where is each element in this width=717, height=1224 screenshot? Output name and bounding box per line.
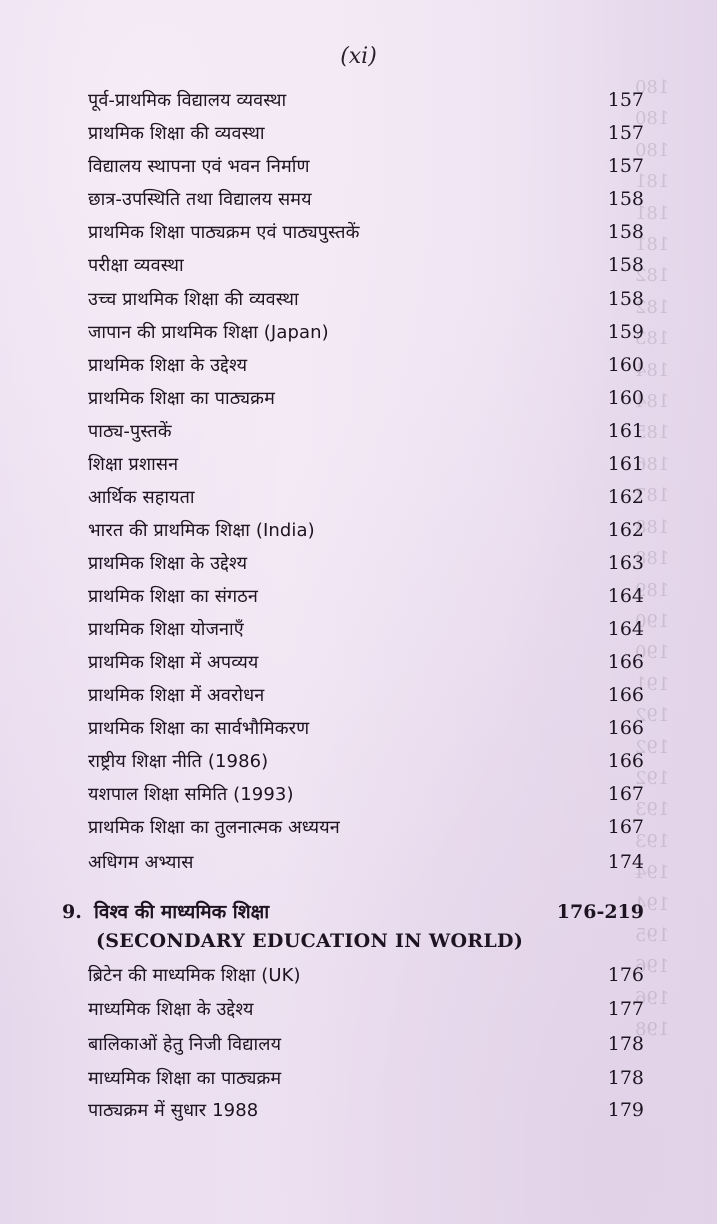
toc-entry[interactable] <box>88 419 644 449</box>
toc-entry[interactable] <box>88 584 644 614</box>
entry-page: 177 <box>607 998 644 1020</box>
entry-title: छात्र-उपस्थिति तथा विद्यालय समय <box>88 189 312 210</box>
entry-page: 158 <box>607 221 644 243</box>
bleed-through-decoration: 180 180 180 181 181 181 182 182 183 184 184 185 186 187 188 188 189 190 190 191 192 192 192 193 193 194 194 195 196 196 198 <box>635 77 670 1041</box>
entry-page: 161 <box>607 453 644 475</box>
entry-page: 167 <box>607 783 644 805</box>
entry-title: प्राथमिक शिक्षा का संगठन <box>88 586 258 607</box>
entry-title: बालिकाओं हेतु निजी विद्यालय <box>88 1034 282 1055</box>
toc-entry[interactable] <box>88 187 644 217</box>
page-number: (xi) <box>340 44 377 69</box>
entry-page: 164 <box>607 585 644 607</box>
entry-page: 167 <box>607 816 644 838</box>
entry-title: प्राथमिक शिक्षा योजनाएँ <box>88 619 244 640</box>
toc-entry[interactable] <box>88 1032 644 1062</box>
toc-entry[interactable] <box>88 617 644 647</box>
entry-page: 158 <box>607 288 644 310</box>
entry-page: 162 <box>607 486 644 508</box>
chapter-subtitle: (SECONDARY EDUCATION IN WORLD) <box>96 930 524 952</box>
entry-title: राष्ट्रीय शिक्षा नीति (1986) <box>88 751 269 772</box>
toc-entry[interactable] <box>88 1066 644 1096</box>
entry-title: प्राथमिक शिक्षा का सार्वभौमिकरण <box>88 718 310 739</box>
entry-title: पाठ्य-पुस्तकें <box>88 421 172 442</box>
toc-entry[interactable] <box>88 963 644 993</box>
entry-page: 178 <box>607 1033 644 1055</box>
chapter-title: विश्व की माध्यमिक शिक्षा <box>94 901 270 923</box>
entry-title: अधिगम अभ्यास <box>88 852 194 873</box>
toc-entry[interactable] <box>88 551 644 581</box>
entry-title: आर्थिक सहायता <box>88 487 195 508</box>
toc-entry[interactable] <box>88 485 644 515</box>
toc-entry[interactable] <box>88 1098 644 1128</box>
toc-entry[interactable] <box>88 850 644 880</box>
entry-page: 160 <box>607 387 644 409</box>
toc-entry[interactable] <box>88 452 644 482</box>
entry-title: प्राथमिक शिक्षा का तुलनात्मक अध्ययन <box>88 817 340 838</box>
entry-title: यशपाल शिक्षा समिति (1993) <box>88 784 294 805</box>
entry-page: 158 <box>607 254 644 276</box>
entry-page: 158 <box>607 188 644 210</box>
toc-entry[interactable] <box>88 287 644 317</box>
entry-page: 160 <box>607 354 644 376</box>
toc-entry[interactable] <box>88 749 644 779</box>
entry-page: 174 <box>607 851 644 873</box>
entry-title: प्राथमिक शिक्षा पाठ्यक्रम एवं पाठ्यपुस्तकें <box>88 222 360 243</box>
entry-page: 178 <box>607 1067 644 1089</box>
chapter-pages: 176-219 <box>556 901 644 923</box>
toc-entry[interactable] <box>88 782 644 812</box>
toc-entry[interactable] <box>88 386 644 416</box>
entry-page: 166 <box>607 684 644 706</box>
entry-page: 157 <box>607 89 644 111</box>
entry-page: 157 <box>607 155 644 177</box>
entry-title: ब्रिटेन की माध्यमिक शिक्षा (UK) <box>88 965 301 986</box>
toc-entry[interactable] <box>88 650 644 680</box>
chapter-heading[interactable] <box>62 898 644 924</box>
entry-title: प्राथमिक शिक्षा में अपव्यय <box>88 652 259 673</box>
entry-title: प्राथमिक शिक्षा का पाठ्यक्रम <box>88 388 275 409</box>
entry-title: माध्यमिक शिक्षा के उद्देश्य <box>88 999 254 1020</box>
entry-title: प्राथमिक शिक्षा के उद्देश्य <box>88 355 248 376</box>
toc-entry[interactable] <box>88 88 644 118</box>
entry-page: 176 <box>607 964 644 986</box>
entry-page: 163 <box>607 552 644 574</box>
entry-title: प्राथमिक शिक्षा में अवरोधन <box>88 685 265 706</box>
entry-page: 159 <box>607 321 644 343</box>
entry-title: प्राथमिक शिक्षा की व्यवस्था <box>88 123 265 144</box>
entry-page: 157 <box>607 122 644 144</box>
toc-entry[interactable] <box>88 518 644 548</box>
chapter-number: 9. <box>62 901 82 923</box>
entry-title: शिक्षा प्रशासन <box>88 454 179 475</box>
entry-title: भारत की प्राथमिक शिक्षा (India) <box>88 520 315 541</box>
toc-entry[interactable] <box>88 320 644 350</box>
entry-title: विद्यालय स्थापना एवं भवन निर्माण <box>88 156 310 177</box>
toc-entry[interactable] <box>88 716 644 746</box>
toc-entry[interactable] <box>88 997 644 1027</box>
entry-page: 161 <box>607 420 644 442</box>
entry-page: 162 <box>607 519 644 541</box>
toc-entry[interactable] <box>88 220 644 250</box>
toc-entry[interactable] <box>88 253 644 283</box>
entry-title: जापान की प्राथमिक शिक्षा (Japan) <box>88 322 329 343</box>
entry-title: प्राथमिक शिक्षा के उद्देश्य <box>88 553 248 574</box>
entry-page: 164 <box>607 618 644 640</box>
entry-page: 179 <box>607 1099 644 1121</box>
entry-title: पूर्व-प्राथमिक विद्यालय व्यवस्था <box>88 90 287 111</box>
toc-entry[interactable] <box>88 154 644 184</box>
entry-page: 166 <box>607 651 644 673</box>
toc-entry[interactable] <box>88 121 644 151</box>
entry-page: 166 <box>607 717 644 739</box>
entry-title: उच्च प्राथमिक शिक्षा की व्यवस्था <box>88 289 299 310</box>
toc-entry[interactable] <box>88 815 644 845</box>
entry-page: 166 <box>607 750 644 772</box>
toc-entry[interactable] <box>88 353 644 383</box>
entry-title: माध्यमिक शिक्षा का पाठ्यक्रम <box>88 1068 282 1089</box>
entry-title: परीक्षा व्यवस्था <box>88 255 184 276</box>
toc-entry[interactable] <box>88 683 644 713</box>
entry-title: पाठ्यक्रम में सुधार 1988 <box>88 1100 259 1121</box>
